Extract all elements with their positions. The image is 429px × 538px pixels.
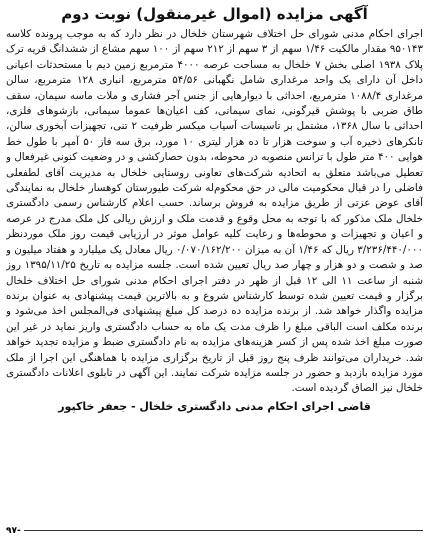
page-footer [0,526,429,538]
footer-code: ۹۷- [6,526,24,537]
auction-notice [6,4,423,526]
notice-body: اجرای احکام مدنی شورای حل اختلاف شهرستان خلخال در نظر دارد که به موجب پرونده کلاسه ۹۵۰۱۴۳ مقدار مالکیت ۱/۴۶ سهم از ۳ سهم از ۲۱۲ سهم از ۱۰۰ سهم مشاع از ششدانگ قریه ترک پلاک ۱۹۳۸ اصلی بخش ۷ خلخال به مساحت عرصه ۴۰۰۰ مترمربع زمین دیم با مستحدثات اعیانی داخل آن دارای یک واحد مرغداری شامل نگهبانی ۵۴/۵۶ مترمربع، انباری ۱۲۸ مترمربع، سالن مرغداری ۱۰۸۸/۴ مترمربع، احداثی با دیوارهایی از جنس آجر فشاری و ملات ماسه سیمان، سقف طاق ضربی با پوشش قیرگونی، نمای سیمانی، کف اعیان‌ها عموما سیمانی، بازشوهای فلزی، احداثی با سال ۱۳۶۸، مشتمل بر تاسیسات آسیاب میکسر ظرفیت ۲ تنی، تجهیزات آبخوری سالن، تانکرهای ذخیره آب و سوخت هزار تا ده هزار لیتری ۱۰ مورد، برق سه فاز ۵۰ آمپر با طول خط هوایی ۴۰۰ متر طول با ترانس منصوبه در محوطه، بدون حصارکشی و در وضعیت کنونی غیرفعال و تعطیل می‌باشد متعلق به اتحادیه شرکت‌های تعاونی روستایی خلخال به مدیریت آقای لطفعلی فاضلی را در قبال محکومیت مالی در حق محکوم‌له شرکت طیورستان کوهسار خلخال به نمایندگی آقای عوض عزتی از طریق مزایده به فروش برساند. حسب اعلام کارشناس رسمی دادگستری خلخال ملک مذکور که با توجه به محل وقوع و قدمت ملک و ارزش ریالی کل ملک مدرج در عرصه و اعیان و تجهیزات و محوطه‌ها و رعایت کلیه عوامل موثر در ارزیابی قیمت روز ملک موردنظر ۳/۲۳۶/۴۴۰/۰۰۰ ریال که ۱/۴۶ آن به میزان ۰/۰۷۰/۱۶۲/۲۰۰ ریال معادل یک میلیارد و هفتاد میلیون و صد و شصت و دو هزار و چهار صد ریال تعیین شده است. جلسه مزایده به تاریخ ۱۳۹۵/۱۱/۲۵ روز شنبه از ساعت ۱۱ الی ۱۲ قبل از ظهر در دفتر اجرای احکام مدنی شورای حل اختلاف خلخال برگزار و قیمت تعیین شده توسط کارشناس شروع و به بالاترین قیمت پیشنهادی به عنوان برنده مزایده واگذار خواهد شد. از برنده مزایده ده درصد کل مبلغ پیشنهادی فی‌المجلس اخذ می‌شود و برنده مکلف است الباقی مبلغ را ظرف مدت یک ماه به حساب دادگستری واریز نماید در غیر این صورت مبلغ اخذ شده پس از کسر هزینه‌های مزایده به نام دادگستری ضبط و مزایده تجدید خواهد شد. خریداران می‌توانند ظرف پنج روز قبل از تاریخ برگزاری مزایده با هماهنگی این اجرا از ملک مورد مزایده بازدید و حضور در جلسه مزایده شرکت نمایند. این آگهی در تابلوی اعلانات دادگستری خلخال نیز الصاق گردیده است. [6,28,423,395]
notice-title: آگهی مزایده (اموال غیرمنقول) نوبت دوم [61,5,368,23]
footer-divider [6,530,423,531]
notice-signature: قاضی اجرای احکام مدنی دادگستری خلخال - جعفر خاکپور [58,399,371,413]
